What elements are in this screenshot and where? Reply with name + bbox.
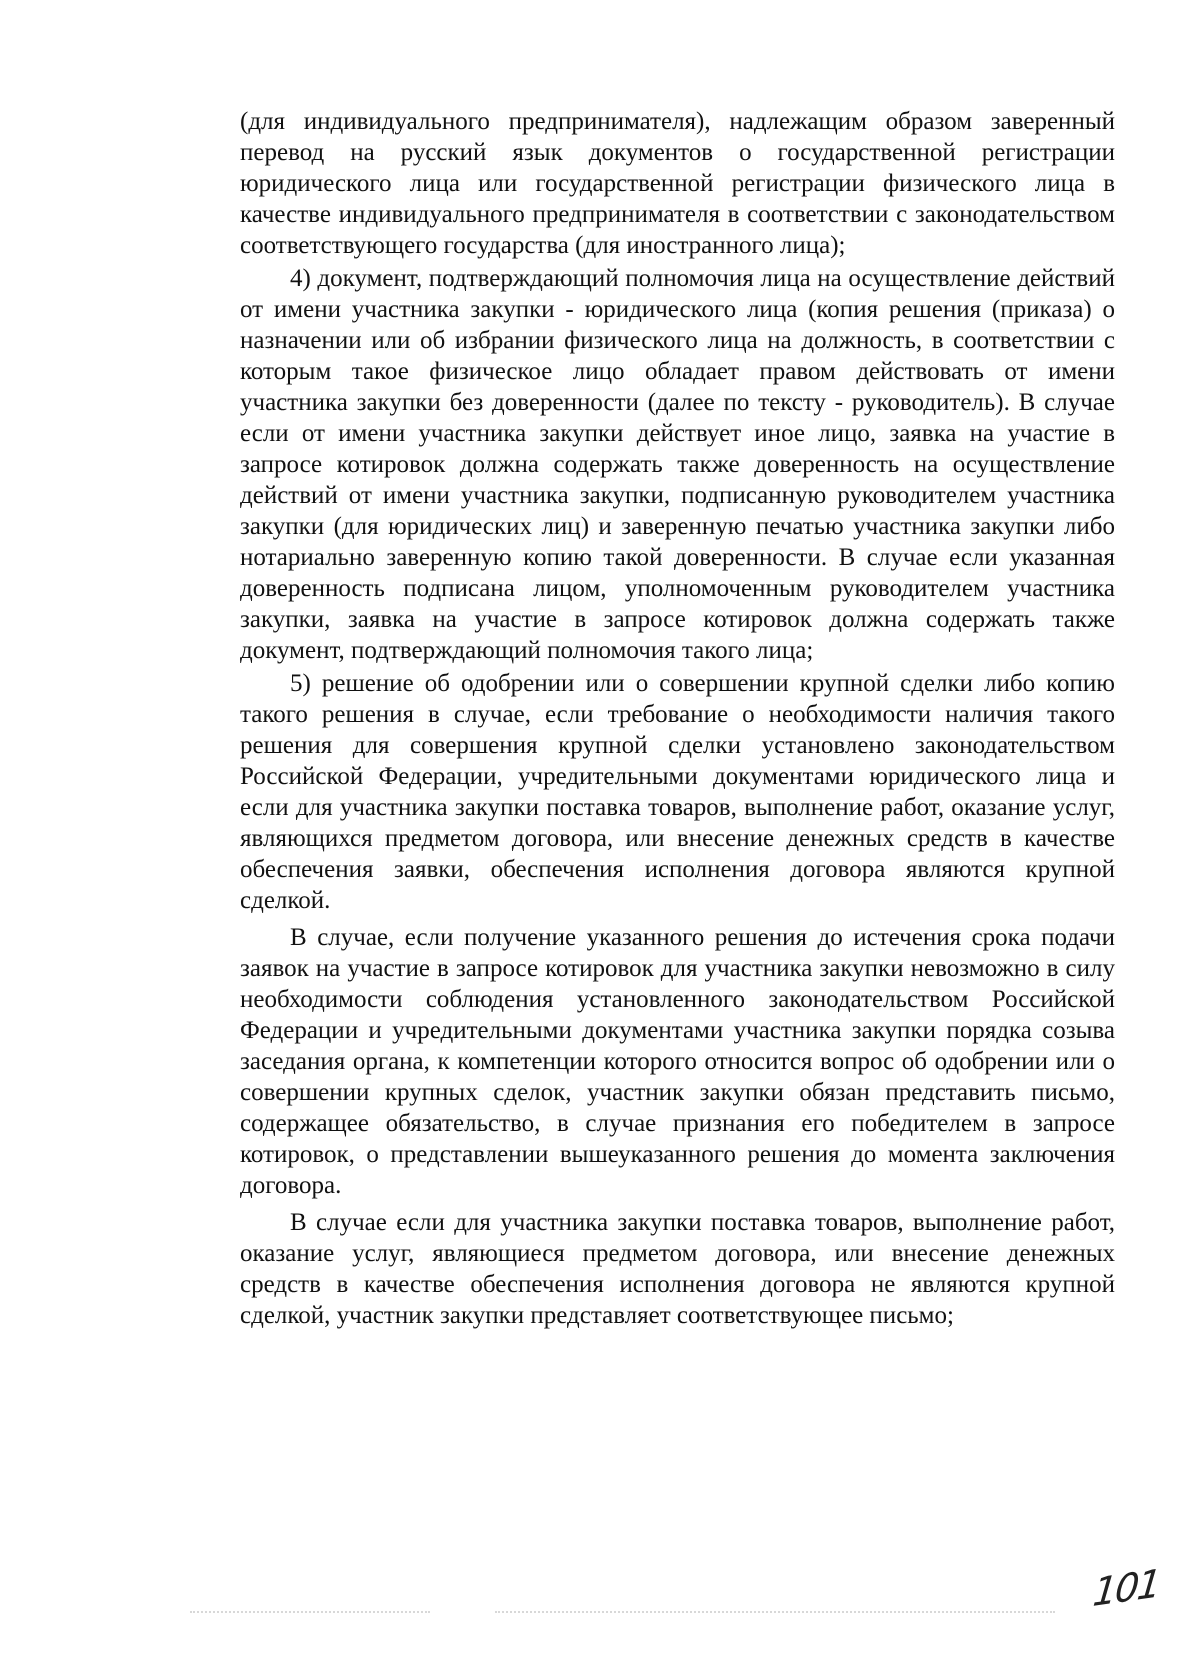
paragraph-item-4: 4) документ, подтверждающий полномочия лица на осуществление действий от имени участника закупки - юридического лица (копия решения (приказа) о назначении или об избрании физического лица на должность, в соответствии с которым такое физическое лицо обладает правом действовать от имени участника закупки без доверенности (далее по тексту - руководитель). В случае если от имени участника закупки действует иное лицо, заявка на участие в запросе котировок должна содержать также доверенность на осуществление действий от имени участника закупки, подписанную руководителем участника закупки (для юридических лиц) и заверенную печатью участника закупки либо нотариально заверенную копию такой доверенности. В случае если указанная доверенность подписана лицом, уполномоченным руководителем участника закупки, заявка на участие в запросе котировок должна содержать также документ, подтверждающий полномочия такого лица; (240, 265, 1115, 664)
scan-dotted-line-right (495, 1611, 1055, 1613)
handwritten-page-number: 101 (1090, 1560, 1162, 1616)
paragraph-exception: В случае, если получение указанного решения до истечения срока подачи заявок на участие в запросе котировок для участника закупки невозможно в силу необходимости соблюдения установленного законодательством Российской Федерации и учредительными документами участника закупки порядка созыва заседания органа, к компетенции которого относится вопрос об одобрении или о совершении крупных сделок, участник закупки обязан представить письмо, содержащее обязательство, в случае признания его победителем в запросе котировок, о представлении вышеуказанного решения до момента заключения договора. (240, 924, 1115, 1199)
document-body (240, 106, 1115, 1331)
paragraph-alternative: В случае если для участника закупки поставка товаров, выполнение работ, оказание услуг, являющиеся предметом договора, или внесение денежных средств в качестве обеспечения исполнения договора не являются крупной сделкой, участник закупки представляет соответствующее письмо; (240, 1209, 1115, 1329)
scan-dotted-line-left (190, 1611, 430, 1613)
paragraph-continuation: (для индивидуального предпринимателя), надлежащим образом заверенный перевод на русский язык документов о государственной регистрации юридического лица или государственной регистрации физического лица в качестве индивидуального предпринимателя в соответствии с законодательством соответствующего государства (для иностранного лица); (240, 108, 1115, 259)
paragraph-item-5: 5) решение об одобрении или о совершении крупной сделки либо копию такого решения в случае, если требование о необходимости наличия такого решения для совершения крупной сделки установлено законодательством Российской Федерации, учредительными документами юридического лица и если для участника закупки поставка товаров, выполнение работ, оказание услуг, являющихся предметом договора, или внесение денежных средств в качестве обеспечения заявки, обеспечения исполнения договора являются крупной сделкой. (240, 670, 1115, 914)
